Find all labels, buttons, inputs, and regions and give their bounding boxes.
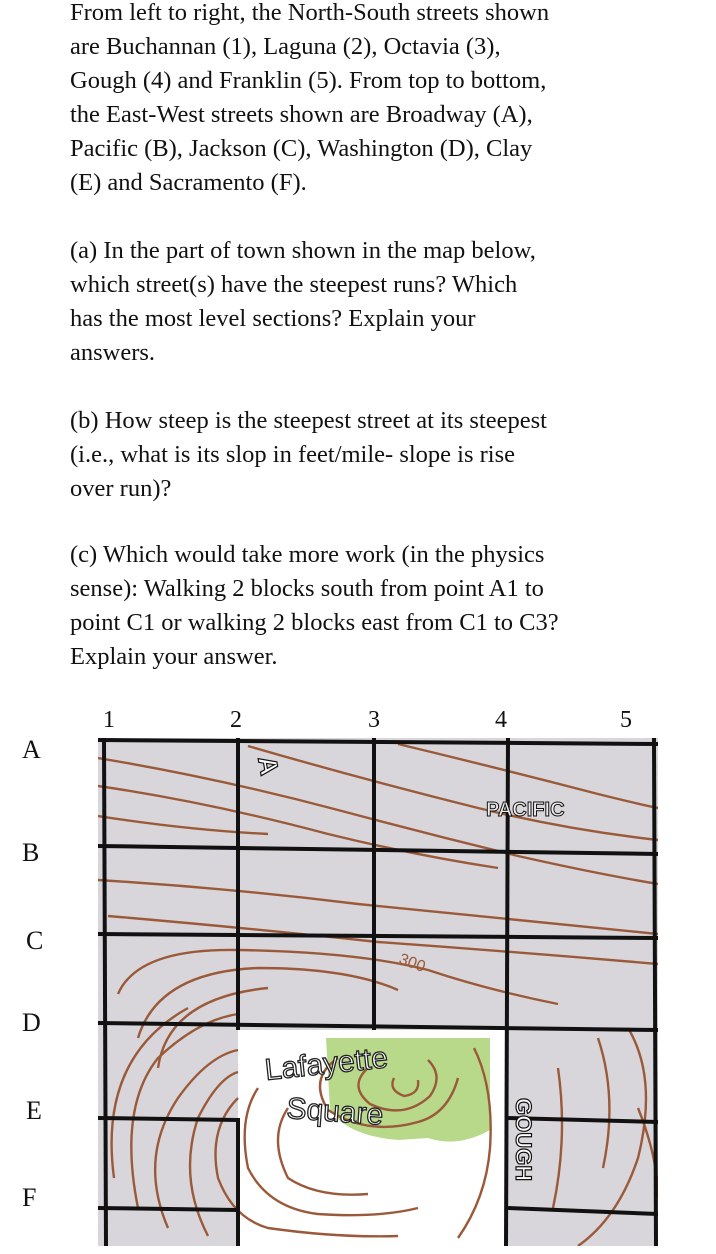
part-c-line: point C1 or walking 2 blocks east from C1 to C3? bbox=[70, 609, 559, 636]
part-c-line: Explain your answer. bbox=[70, 643, 278, 670]
intro-line: the East-West streets shown are Broadway (A), bbox=[70, 101, 533, 128]
gough-street-label: GOUGH bbox=[511, 1098, 536, 1182]
contour-300-label: 300 bbox=[396, 950, 428, 976]
part-b-line: (b) How steep is the steepest street at its steepest bbox=[70, 407, 547, 434]
row-label-a: A bbox=[22, 735, 41, 764]
intro-line: are Buchannan (1), Laguna (2), Octavia (3), bbox=[70, 33, 501, 60]
pacific-street-label: PACIFIC bbox=[486, 799, 565, 821]
intro-paragraph bbox=[70, 0, 670, 200]
question-part-b bbox=[70, 404, 670, 506]
column-label-5: 5 bbox=[620, 707, 632, 733]
street-franklin bbox=[654, 738, 656, 1246]
part-a-line: has the most level sections? Explain your bbox=[70, 305, 476, 332]
topographic-map bbox=[98, 738, 658, 1246]
question-part-c bbox=[70, 538, 670, 674]
part-b-line: (i.e., what is its slop in feet/mile- slope is rise bbox=[70, 441, 516, 468]
part-c-line: (c) Which would take more work (in the physics bbox=[70, 541, 545, 568]
part-a-line: (a) In the part of town shown in the map below, bbox=[70, 237, 536, 264]
question-part-a bbox=[70, 234, 670, 370]
part-b-line: over run)? bbox=[70, 475, 172, 502]
intro-line: (E) and Sacramento (F). bbox=[70, 169, 307, 196]
column-label-1: 1 bbox=[103, 707, 115, 733]
column-label-3: 3 bbox=[368, 707, 380, 733]
row-label-d: D bbox=[22, 1008, 41, 1037]
column-label-4: 4 bbox=[495, 707, 507, 733]
row-label-e: E bbox=[26, 1096, 42, 1125]
intro-line: Pacific (B), Jackson (C), Washington (D), Clay bbox=[70, 135, 533, 162]
row-label-f: F bbox=[22, 1183, 37, 1212]
part-c-line: sense): Walking 2 blocks south from point A1 to bbox=[70, 575, 544, 602]
intro-line: From left to right, the North-South streets shown bbox=[70, 0, 550, 26]
park-label-square: Square bbox=[285, 1092, 385, 1132]
street-buchannan bbox=[104, 738, 106, 1246]
street-clay-west bbox=[98, 1118, 238, 1120]
part-a-line: answers. bbox=[70, 339, 156, 366]
intro-line: Gough (4) and Franklin (5). From top to bottom, bbox=[70, 67, 547, 94]
column-label-2: 2 bbox=[230, 707, 242, 733]
laguna-street-label-fragment: A bbox=[252, 753, 285, 778]
park-label-lafayette: Lafayette bbox=[263, 1041, 390, 1087]
row-label-b: B bbox=[22, 838, 40, 867]
street-sacramento-west bbox=[98, 1208, 238, 1210]
part-a-line: which street(s) have the steepest runs? Which bbox=[70, 271, 518, 298]
row-label-c: C bbox=[26, 926, 44, 955]
